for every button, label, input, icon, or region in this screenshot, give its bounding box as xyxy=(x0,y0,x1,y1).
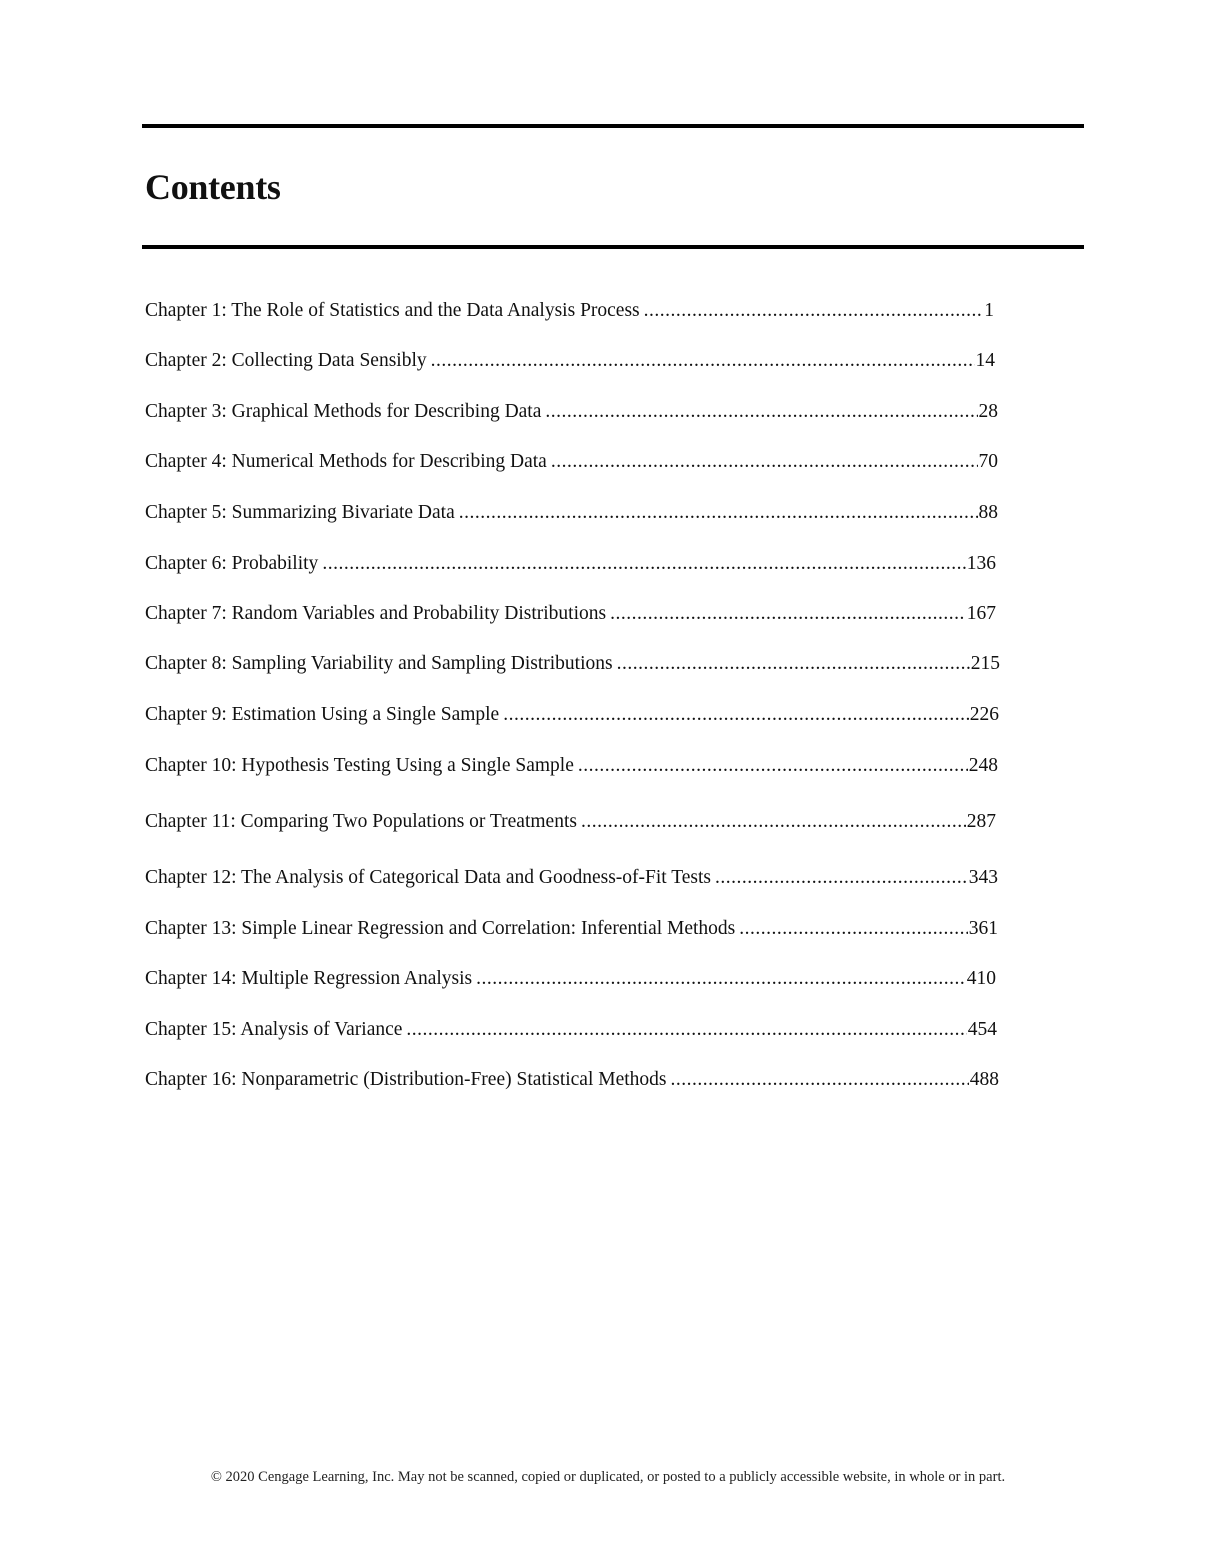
toc-entry-label: Chapter 9: Estimation Using a Single Sample xyxy=(145,704,500,725)
bottom-rule xyxy=(142,245,1084,249)
toc-entry-label: Chapter 3: Graphical Methods for Describing Data xyxy=(145,401,542,422)
toc-entry-chapter-14[interactable] xyxy=(145,965,996,993)
toc-entry-chapter-4[interactable] xyxy=(145,448,998,476)
toc-dot-leader xyxy=(427,347,975,375)
copyright-footer xyxy=(0,1467,1224,1487)
toc-entry-chapter-10[interactable] xyxy=(145,752,998,780)
toc-dot-leader xyxy=(574,752,968,780)
toc-dot-leader xyxy=(711,864,968,892)
toc-entry-label: Chapter 16: Nonparametric (Distribution-Free) Statistical Methods xyxy=(145,1069,667,1090)
top-rule xyxy=(142,124,1084,128)
toc-entry-page: 454 xyxy=(967,1019,997,1040)
toc-entry-chapter-13[interactable] xyxy=(145,915,998,943)
toc-entry-chapter-7[interactable] xyxy=(145,600,996,628)
toc-entry-label: Chapter 1: The Role of Statistics and the Data Analysis Process xyxy=(145,300,640,321)
toc-entry-chapter-6[interactable] xyxy=(145,550,996,578)
toc-dot-leader xyxy=(735,915,967,943)
toc-entry-chapter-2[interactable] xyxy=(145,347,995,375)
toc-dot-leader xyxy=(577,808,966,836)
toc-entry-page: 167 xyxy=(966,603,996,624)
toc-dot-leader xyxy=(613,650,970,678)
toc-dot-leader xyxy=(472,965,966,993)
toc-entry-label: Chapter 13: Simple Linear Regression and Correlation: Inferential Methods xyxy=(145,918,736,939)
toc-entry-page: 361 xyxy=(968,918,998,939)
toc-entry-label: Chapter 10: Hypothesis Testing Using a Single Sample xyxy=(145,755,574,776)
toc-entry-page: 14 xyxy=(975,350,995,371)
toc-entry-chapter-8[interactable] xyxy=(145,650,1000,678)
toc-entry-label: Chapter 14: Multiple Regression Analysis xyxy=(145,968,473,989)
toc-entry-label: Chapter 15: Analysis of Variance xyxy=(145,1019,403,1040)
toc-dot-leader xyxy=(455,499,978,527)
toc-entry-page: 226 xyxy=(969,704,999,725)
toc-entry-page: 70 xyxy=(978,451,998,472)
toc-entry-chapter-1[interactable] xyxy=(145,297,994,325)
toc-entry-label: Chapter 7: Random Variables and Probability Distributions xyxy=(145,603,607,624)
toc-dot-leader xyxy=(667,1066,969,1094)
toc-dot-leader xyxy=(499,701,969,729)
copyright-text: © 2020 Cengage Learning, Inc. May not be scanned, copied or duplicated, or posted to a publicly accessible website, in whole or in part. xyxy=(210,1469,1006,1485)
toc-entry-chapter-3[interactable] xyxy=(145,398,998,426)
toc-entry-page: 215 xyxy=(970,653,1000,674)
toc-entry-page: 1 xyxy=(984,300,994,321)
toc-entry-page: 136 xyxy=(966,553,996,574)
toc-dot-leader xyxy=(318,550,965,578)
toc-entry-chapter-12[interactable] xyxy=(145,864,998,892)
toc-entry-chapter-16[interactable] xyxy=(145,1066,999,1094)
toc-entry-label: Chapter 11: Comparing Two Populations or Treatments xyxy=(145,811,577,832)
toc-dot-leader xyxy=(541,398,977,426)
toc-entry-label: Chapter 2: Collecting Data Sensibly xyxy=(145,350,427,371)
toc-entry-chapter-15[interactable] xyxy=(145,1016,997,1044)
toc-entry-label: Chapter 12: The Analysis of Categorical Data and Goodness-of-Fit Tests xyxy=(145,867,712,888)
toc-entry-page: 28 xyxy=(978,401,998,422)
toc-entry-page: 488 xyxy=(969,1069,999,1090)
toc-dot-leader xyxy=(606,600,966,628)
toc-dot-leader xyxy=(640,297,984,325)
toc-entry-page: 343 xyxy=(968,867,998,888)
toc-dot-leader xyxy=(402,1016,966,1044)
toc-entry-label: Chapter 4: Numerical Methods for Describing Data xyxy=(145,451,547,472)
toc-entry-chapter-11[interactable] xyxy=(145,808,996,836)
toc-entry-page: 410 xyxy=(966,968,996,989)
toc-entry-page: 88 xyxy=(978,502,998,523)
toc-entry-label: Chapter 5: Summarizing Bivariate Data xyxy=(145,502,455,523)
toc-entry-label: Chapter 6: Probability xyxy=(145,553,319,574)
toc-entry-page: 248 xyxy=(968,755,998,776)
page-title: Contents xyxy=(145,167,281,207)
toc-entry-chapter-9[interactable] xyxy=(145,701,999,729)
toc-entry-label: Chapter 8: Sampling Variability and Sampling Distributions xyxy=(145,653,613,674)
toc-dot-leader xyxy=(547,448,978,476)
toc-entry-chapter-5[interactable] xyxy=(145,499,998,527)
toc-entry-page: 287 xyxy=(966,811,996,832)
